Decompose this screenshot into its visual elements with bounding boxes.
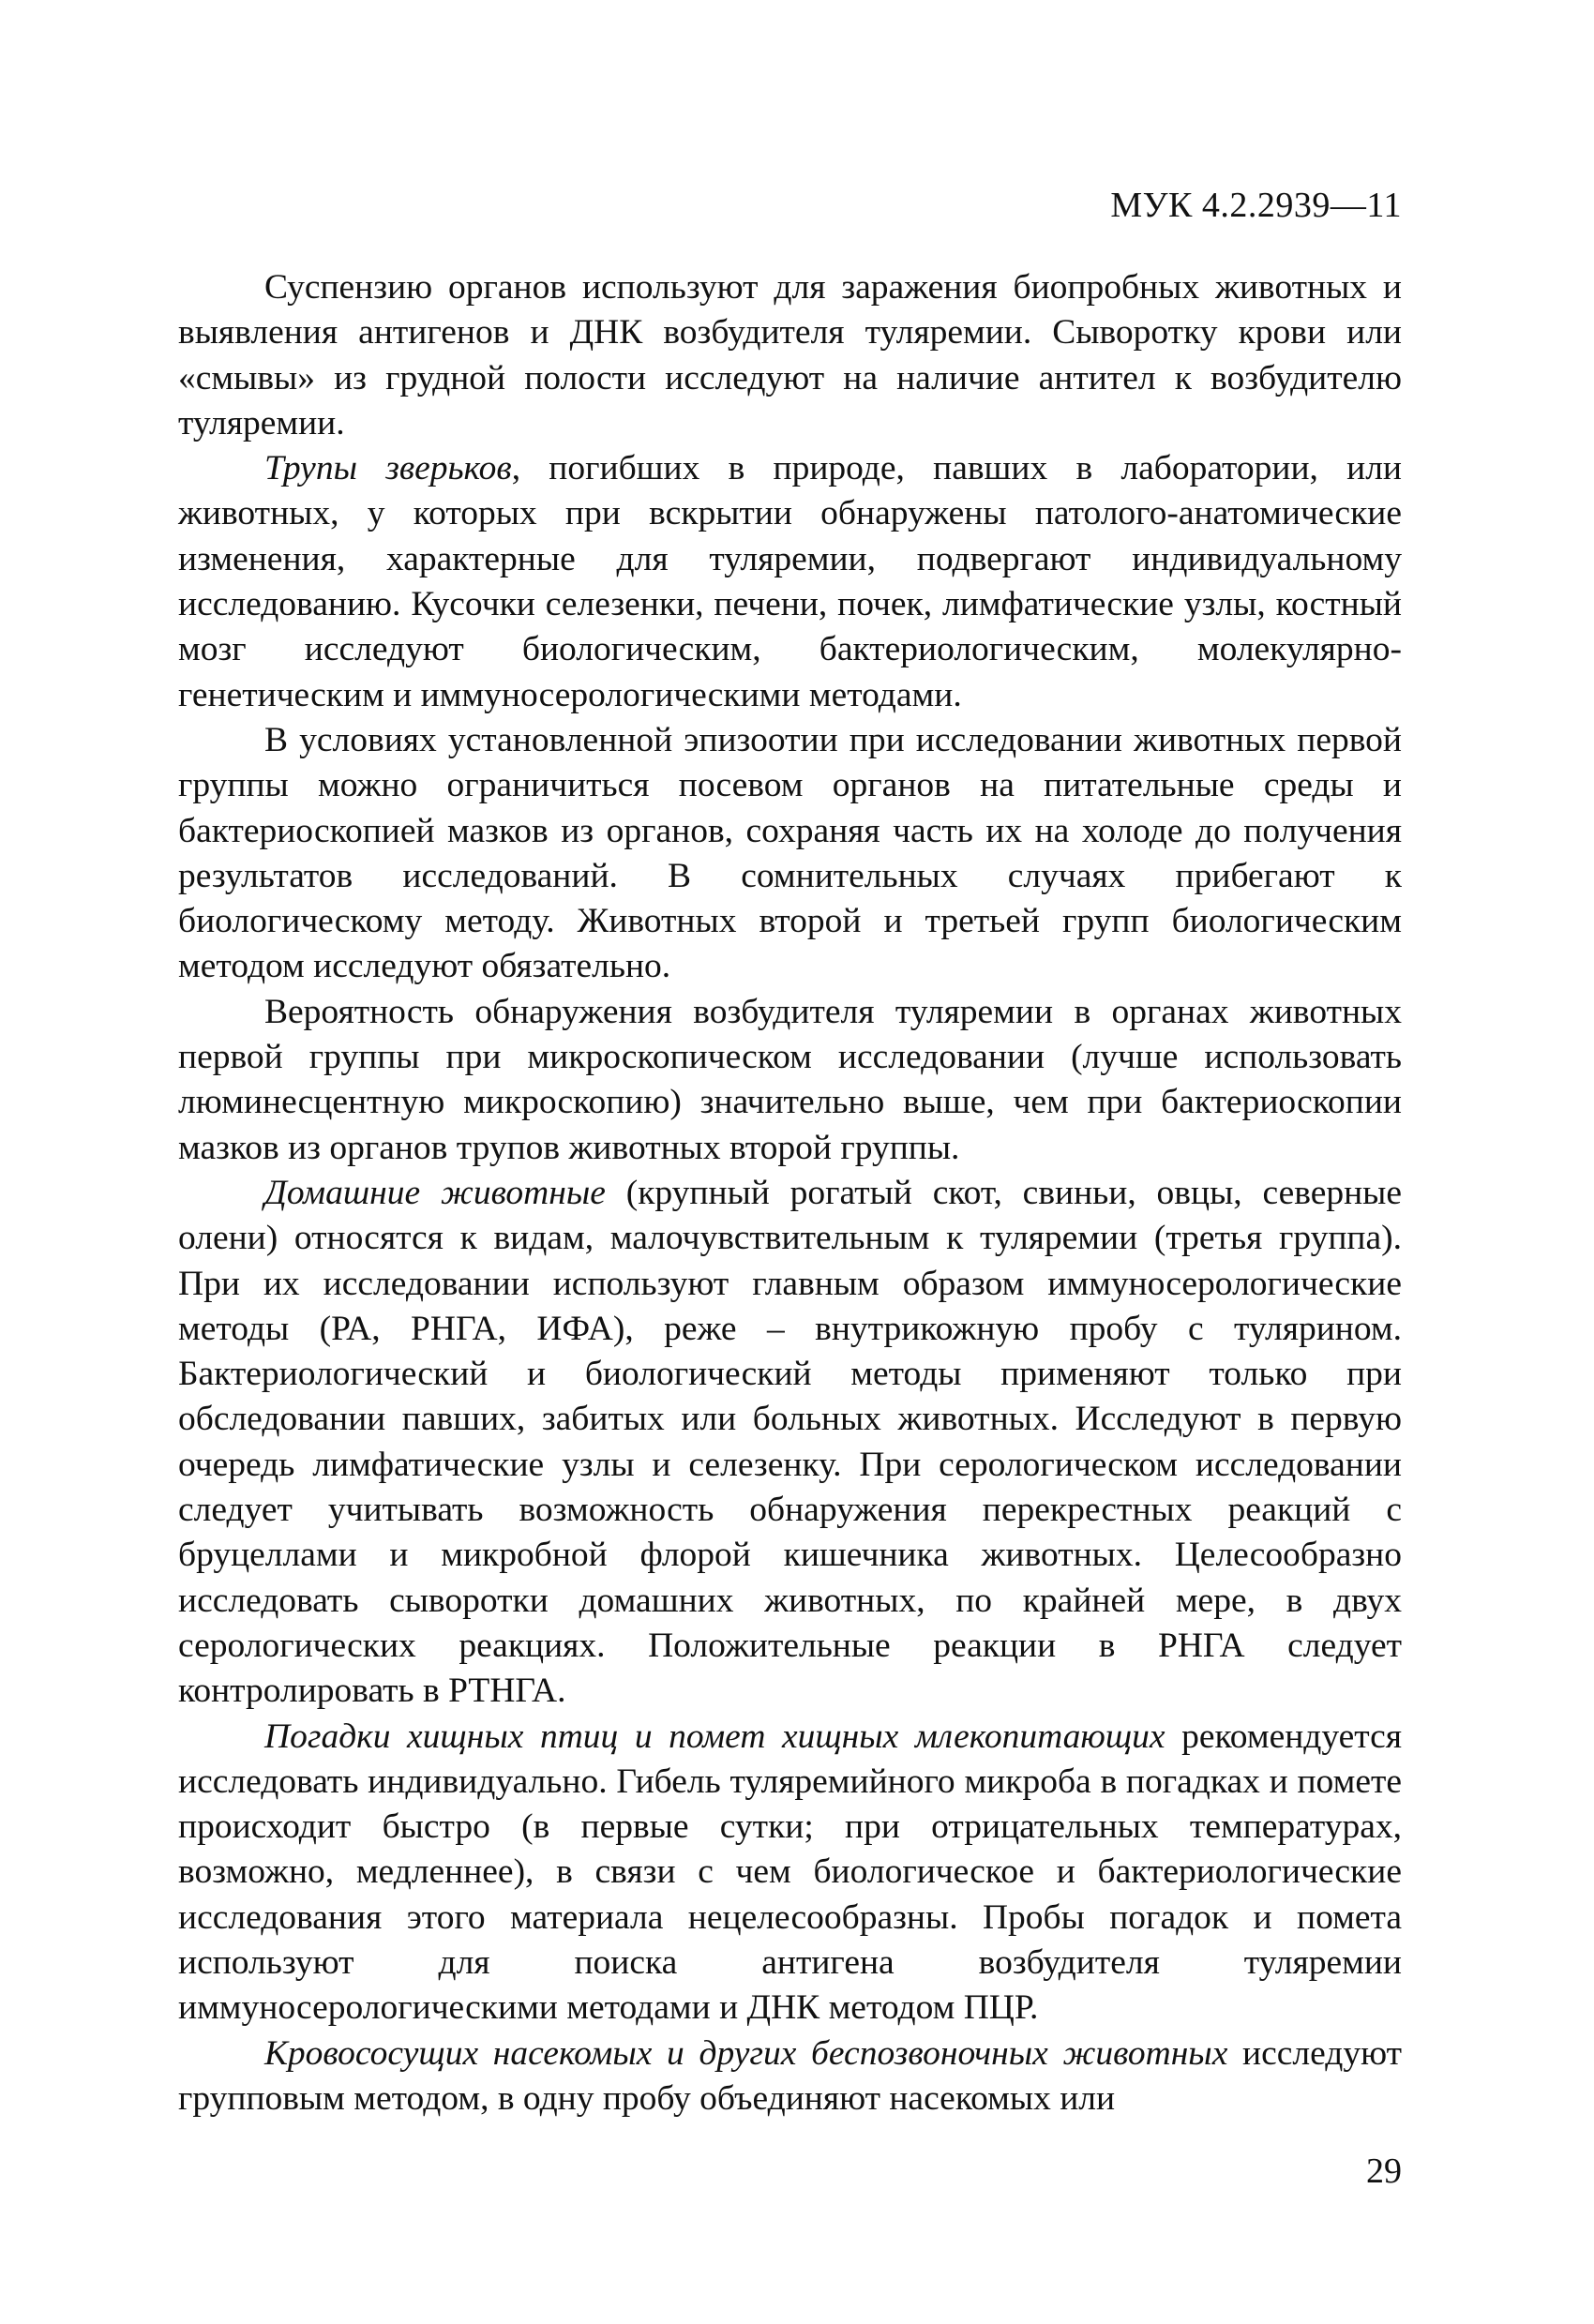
paragraph-text: Вероятность обнаружения возбудителя туляремии в органах животных первой группы при микроскопическом исследовании (лучше использовать люминесцентную микроскопию) значительно выше, чем при бактериоскопии мазков из органов трупов животных второй группы.	[178, 992, 1402, 1167]
paragraph-lead-italic: Погадки хищных птиц и помет хищных млекопитающих	[264, 1717, 1165, 1756]
paragraph-text: Суспензию органов используют для заражения биопробных животных и выявления антигенов и ДНК возбудителя туляремии. Сыворотку крови или «смывы» из грудной полости исследуют на наличие антител к возбудителю туляремии.	[178, 268, 1402, 442]
running-header: МУК 4.2.2939—11	[1110, 186, 1402, 225]
paragraph	[178, 1171, 1402, 1715]
document-page	[178, 183, 1402, 2122]
paragraph	[178, 1715, 1402, 2032]
paragraph-text: рекомендуется исследовать индивидуально. Гибель туляремийного микроба в погадках и помете происходит быстро (в первые сутки; при отрицательных температурах, возможно, медленнее), в связи с чем биологическое и бактериологические исследования этого материала нецелесообразны. Пробы погадок и помета используют для поиска антигена возбудителя туляремии иммуносерологическими методами и ДНК методом ПЦР.	[178, 1717, 1403, 2028]
paragraph	[178, 990, 1402, 1171]
paragraph-lead-italic: Трупы зверьков	[264, 449, 512, 488]
paragraph	[178, 2032, 1402, 2122]
paragraph-text: В условиях установленной эпизоотии при исследовании животных первой группы можно ограничиться посевом органов на питательные среды и бактериоскопией мазков из органов, сохраняя часть их на холоде до получения результатов исследований. В сомнительных случаях прибегают к биологическому методу. Животных второй и третьей групп биологическим методом исследуют обязательно.	[178, 720, 1402, 986]
paragraph-text: , погибших в природе, павших в лаборатории, или животных, у которых при вскрытии обнаружены патолого-анатомические изменения, характерные для туляремии, подвергают индивидуальному исследованию. Кусочки селезенки, печени, почек, лимфатические узлы, костный мозг исследуют биологическим, бактериологическим, молекулярно-генетическим и иммуносерологическими методами.	[178, 449, 1402, 714]
paragraph-lead-italic: Домашние животные	[264, 1173, 606, 1212]
page-number: 29	[1366, 2152, 1402, 2191]
paragraph	[178, 265, 1402, 446]
body-text	[178, 265, 1402, 2122]
paragraph	[178, 446, 1402, 718]
paragraph-lead-italic: Кровососущих насекомых и других беспозвоночных животных	[264, 2033, 1228, 2073]
paragraph	[178, 718, 1402, 990]
paragraph-text: исследуют групповым методом, в одну пробу объединяют насекомых или	[178, 2033, 1402, 2118]
paragraph-text: (крупный рогатый скот, свиньи, овцы, северные олени) относятся к видам, малочувствительным к туляремии (третья группа). При их исследовании используют главным образом иммуносерологические методы (РА, РНГА, ИФА), реже – внутрикожную пробу с тулярином. Бактериологический и биологический методы применяют только при обследовании павших, забитых или больных животных. Исследуют в первую очередь лимфатические узлы и селезенку. При серологическом исследовании следует учитывать возможность обнаружения перекрестных реакций с бруцеллами и микробной флорой кишечника животных. Целесообразно исследовать сыворотки домашних животных, по крайней мере, в двух серологических реакциях. Положительные реакции в РНГА следует контролировать в РТНГА.	[178, 1173, 1402, 1711]
